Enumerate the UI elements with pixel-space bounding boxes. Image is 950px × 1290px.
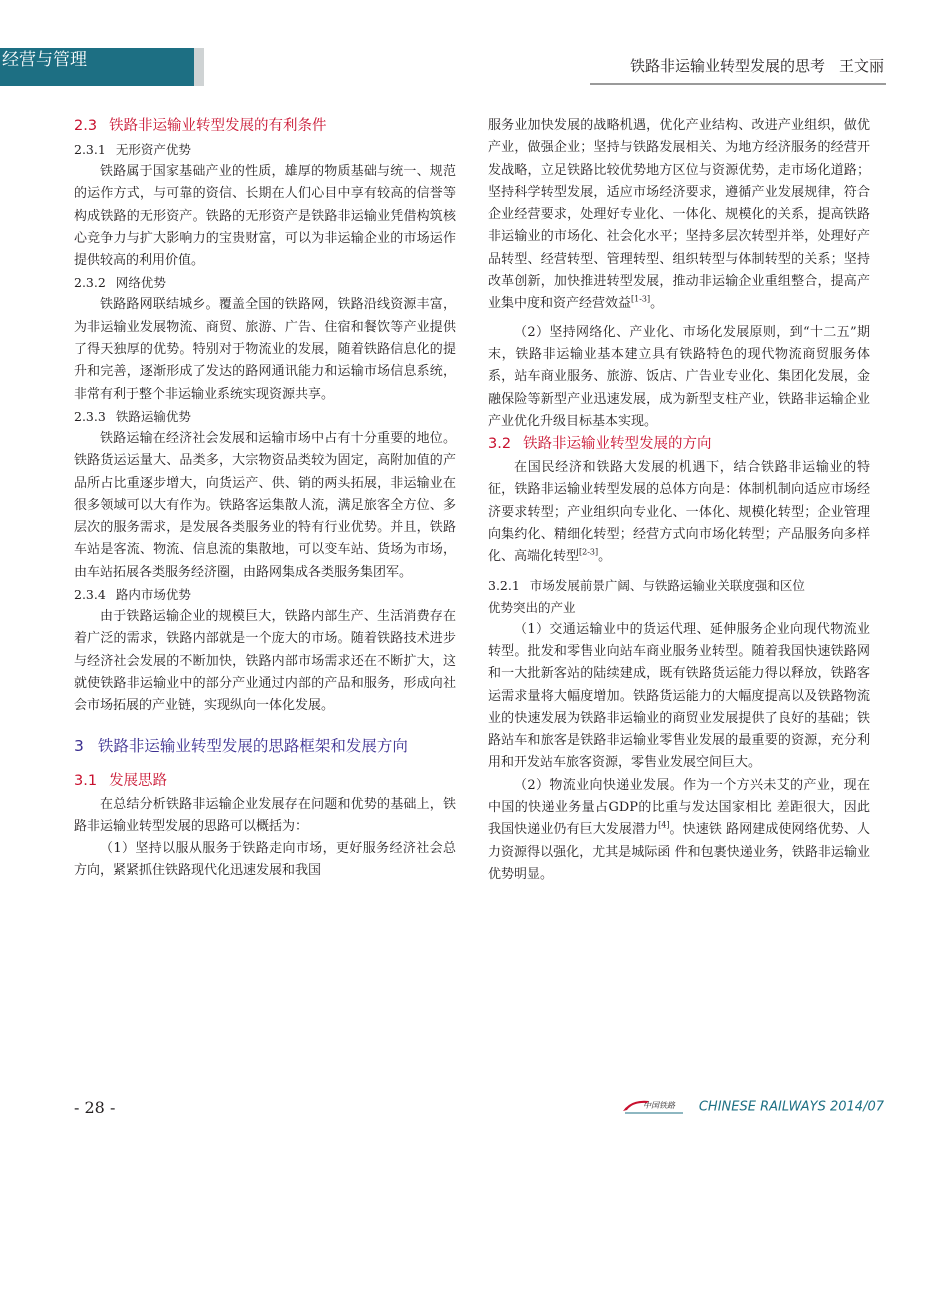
paragraph: （1）交通运输业中的货运代理、延伸服务企业向现代物流业转型。批发和零售业向站车商业服务业转型。随着我国快速铁路网和一大批新客站的陆续建成，既有铁路货运能力得以释放，铁路客运需求量将大幅度增加。铁路货运能力的大幅度提高以及铁路物流业的快速发展为铁路非运输业的商贸业发展提供了良好的基础；铁路站车和旅客是铁路非运输业零售业发展的最重要的资源，充分利用和开发站车旅客资源，零售业发展空间巨大。	[488, 621, 870, 771]
author-name: 王文丽	[838, 57, 884, 75]
citation: [1-3]	[631, 295, 651, 305]
running-header	[630, 55, 884, 76]
paragraph: （2）物流业向快递业发展。作为一个方兴未艾的产业，现在中国的快递业务量占GDP的比重与发达国家相比 差距很大，因此我国快递业仍有巨大发展潜力[4]。快速铁 路网建成使网络优势、人力资源得以强化，尤其是城际函 件和包裹快递业务，铁路非运输业优势明显。	[488, 777, 870, 882]
journal-footer	[619, 1097, 884, 1117]
heading-2-3-4: 2.3.4 路内市场优势	[74, 587, 191, 603]
paragraph: 铁路运输在经济社会发展和运输市场中占有十分重要的地位。铁路货运运量大、品类多，大宗物资品类较为固定，高附加值的产品所占比重逐步增大，向货运产、供、销的两头拓展，非运输业在很多领域可以大有作为。铁路客运集散人流，满足旅客全方位、多层次的服务需求，是发展各类服务业的特有行业优势。并且，铁路车站是客流、物流、信息流的集散地，可以变车站、货场为市场，由车站拓展各类服务经济圈，由路网集成各类服务集团军。	[74, 430, 456, 580]
paragraph: 在国民经济和铁路大发展的机遇下，结合铁路非运输业的特征，铁路非运输业转型发展的总体方向是：体制机制向适应市场经济要求转型；产业组织向专业化、一体化、规模化转型；企业管理向集约化、精细化转型；经营方式向市场化转型；产品服务向多样化、高端化转型[2-3]。	[488, 460, 870, 565]
heading-3-1: 3.1 发展思路	[74, 772, 168, 789]
heading-3-2: 3.2 铁路非运输业转型发展的方向	[488, 436, 712, 453]
paragraph: （2）坚持网络化、产业化、市场化发展原则，到“十二五”期末，铁路非运输业基本建立具有铁路特色的现代物流商贸服务体系，站车商业服务、旅游、饭店、广告业专业化、集团化发展，金融保险等新型产业迅速发展，成为新型支柱产业，铁路非运输企业产业优化升级目标基本实现。	[488, 324, 870, 429]
article-title: 铁路非运输业转型发展的思考	[629, 57, 825, 75]
page-number: - 28 -	[74, 1098, 116, 1117]
heading-3: 3 铁路非运输业转型发展的思路框架和发展方向	[74, 736, 408, 755]
right-column	[488, 115, 870, 886]
paragraph: 铁路路网联结城乡。覆盖全国的铁路网，铁路沿线资源丰富，为非运输业发展物流、商贸、旅游、广告、住宿和餐饮等产业提供了得天独厚的优势。特别对于物流业的发展，随着铁路信息化的提升和完善，逐渐形成了发达的路网通讯能力和运输市场信息系统，非常有利于整个非运输业系统实现资源共享。	[74, 297, 456, 402]
heading-2-3: 2.3 铁路非运输业转型发展的有利条件	[74, 118, 327, 134]
heading-2-3-3: 2.3.3 铁路运输优势	[74, 408, 191, 424]
section-tab: 经营与管理	[0, 48, 194, 86]
heading-2-3-2: 2.3.2 网络优势	[74, 275, 166, 291]
china-railway-logo-icon	[619, 1097, 689, 1117]
paragraph: （1）坚持以服从服务于铁路走向市场，更好服务经济社会总方向，紧紧抓住铁路现代化迅速发展和我国	[74, 841, 456, 879]
paragraph: 铁路属于国家基础产业的性质，雄厚的物质基础与统一、规范的运作方式，与可靠的资信、长期在人们心目中享有较高的信誉等构成铁路的无形资产。铁路的无形资产是铁路非运输业凭借构筑核心竞争力与扩大影响力的宝贵财富，可以为非运输企业的市场运作提供较高的利用价值。	[74, 164, 456, 269]
header-rule	[590, 83, 886, 85]
heading-2-3-1: 2.3.1 无形资产优势	[74, 142, 191, 157]
citation: [4]	[658, 820, 670, 830]
paragraph: 服务业加快发展的战略机遇，优化产业结构、改进产业组织，做优产业，做强企业；坚持与铁路发展相关、为地方经济服务的经营开发战略，立足铁路比较优势地方区位与资源优势，走市场化道路；坚持科学转型发展，适应市场经济要求，遵循产业发展规律，符合企业经营要求，处理好专业化、一体化、规模化的关系，提高铁路非运输业的市场化、社会化水平；坚持多层次转型并举，处理好产品转型、经营转型、管理转型、组织转型与体制转型的关系；坚持改革创新，加快推进转型发展，推动非运输企业重组整合，提高产业集中度和资产经营效益[1-3]。	[488, 118, 870, 312]
paragraph: 在总结分析铁路非运输企业发展存在问题和优势的基础上，铁路非运输业转型发展的思路可以概括为：	[74, 796, 456, 834]
heading-3-2-1: 3.2.1 市场发展前景广阔、与铁路运输业关联度强和区位 优势突出的产业	[488, 577, 805, 615]
section-tab-shadow	[194, 48, 204, 86]
citation: [2-3]	[579, 548, 599, 558]
paragraph: 由于铁路运输企业的规模巨大，铁路内部生产、生活消费存在着广泛的需求，铁路内部就是一个庞大的市场。随着铁路技术进步与经济社会发展的不断加快，铁路内部市场需求还在不断扩大，这就使铁路非运输业中的部分产业通过内部的产品和服务，形成向社会市场拓展的产业链，实现纵向一体化发展。	[74, 609, 456, 714]
left-column	[74, 115, 456, 883]
journal-name: CHINESE RAILWAYS 2014/07	[698, 1099, 884, 1115]
svg-text:中国铁路: 中国铁路	[642, 1101, 675, 1110]
